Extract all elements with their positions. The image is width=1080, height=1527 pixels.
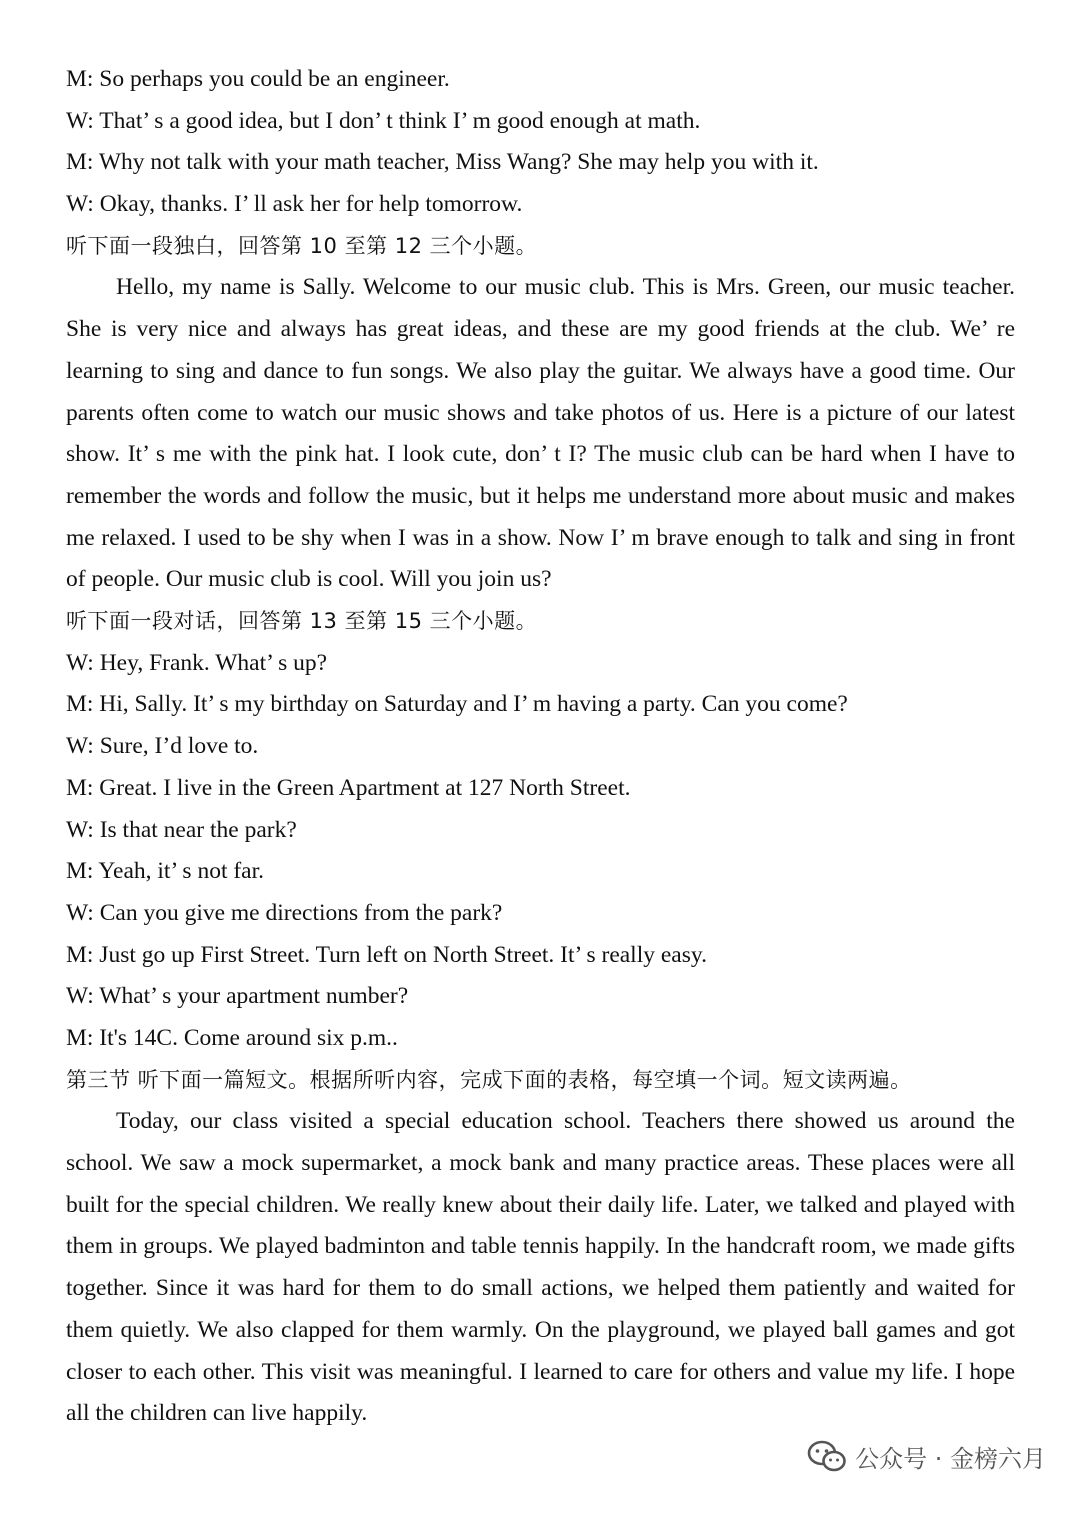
passage-paragraph: Today, our class visited a special education school. Teachers there showed us around the school. We saw a mock supermarket, a mock bank and many practice areas. These places were all built for the special children. We really knew about their daily life. Later, we talked and played with them in groups. We played badminton and table tennis happily. In the handcraft room, we made gifts together. Since it was hard for them to do small actions, we helped them patiently and waited for them quietly. We also clapped for them warmly. On the playground, we played ball games and got closer to each other. This visit was meaningful. I learned to care for others and value my life. I hope all the children can live happily. (66, 1108, 1015, 1427)
section-heading: 听下面一段对话，回答第 13 至第 15 三个小题。 (66, 609, 538, 634)
dialogue-line: M: Just go up First Street. Turn left on North Street. It’ s really easy. (66, 941, 707, 968)
document-page (66, 59, 1015, 1435)
dialogue-line: W: Sure, I’d love to. (66, 733, 259, 760)
section-heading: 听下面一段独白，回答第 10 至第 12 三个小题。 (66, 233, 538, 258)
dialogue-line: W: What’ s your apartment number? (66, 983, 409, 1010)
dialogue-line: M: It's 14C. Come around six p.m.. (66, 1024, 398, 1051)
dialogue-line: W: That’ s a good idea, but I don’ t think I’ m good enough at math. (66, 107, 701, 134)
dialogue-line: M: Hi, Sally. It’ s my birthday on Saturday and I’ m having a party. Can you come? (66, 691, 848, 718)
dialogue-line: W: Is that near the park? (66, 816, 297, 843)
dialogue-line: M: So perhaps you could be an engineer. (66, 66, 450, 92)
dialogue-line: M: Why not talk with your math teacher, Miss Wang? She may help you with it. (66, 149, 819, 176)
watermark-text: 公众号 · 金榜六月 (855, 1444, 1046, 1473)
dialogue-line: W: Okay, thanks. I’ ll ask her for help tomorrow. (66, 191, 523, 218)
dialogue-line: M: Great. I live in the Green Apartment at 127 North Street. (66, 774, 631, 801)
wechat-icon (807, 1439, 847, 1473)
dialogue-line: W: Can you give me directions from the park? (66, 899, 503, 926)
dialogue-line: M: Yeah, it’ s not far. (66, 858, 265, 885)
watermark (807, 1436, 1046, 1476)
dialogue-line: W: Hey, Frank. What’ s up? (66, 649, 328, 676)
section-heading: 第三节 听下面一篇短文。根据所听内容，完成下面的表格，每空填一个词。短文读两遍。 (66, 1067, 912, 1092)
monologue-paragraph: Hello, my name is Sally. Welcome to our music club. This is Mrs. Green, our music teacher. She is very nice and always has great ideas, and these are my good friends at the club. We’ re learning to sing and dance to fun songs. We also play the guitar. We always have a good time. Our parents often come to watch our music shows and take photos of us. Here is a picture of our latest show. It’ s me with the pink hat. I look cute, don’ t I? The music club can be hard when I have to remember the words and follow the music, but it helps me understand more about music and makes me relaxed. I used to be shy when I was in a show. Now I’ m brave enough to talk and sing in front of people. Our music club is cool. Will you join us? (66, 274, 1015, 593)
